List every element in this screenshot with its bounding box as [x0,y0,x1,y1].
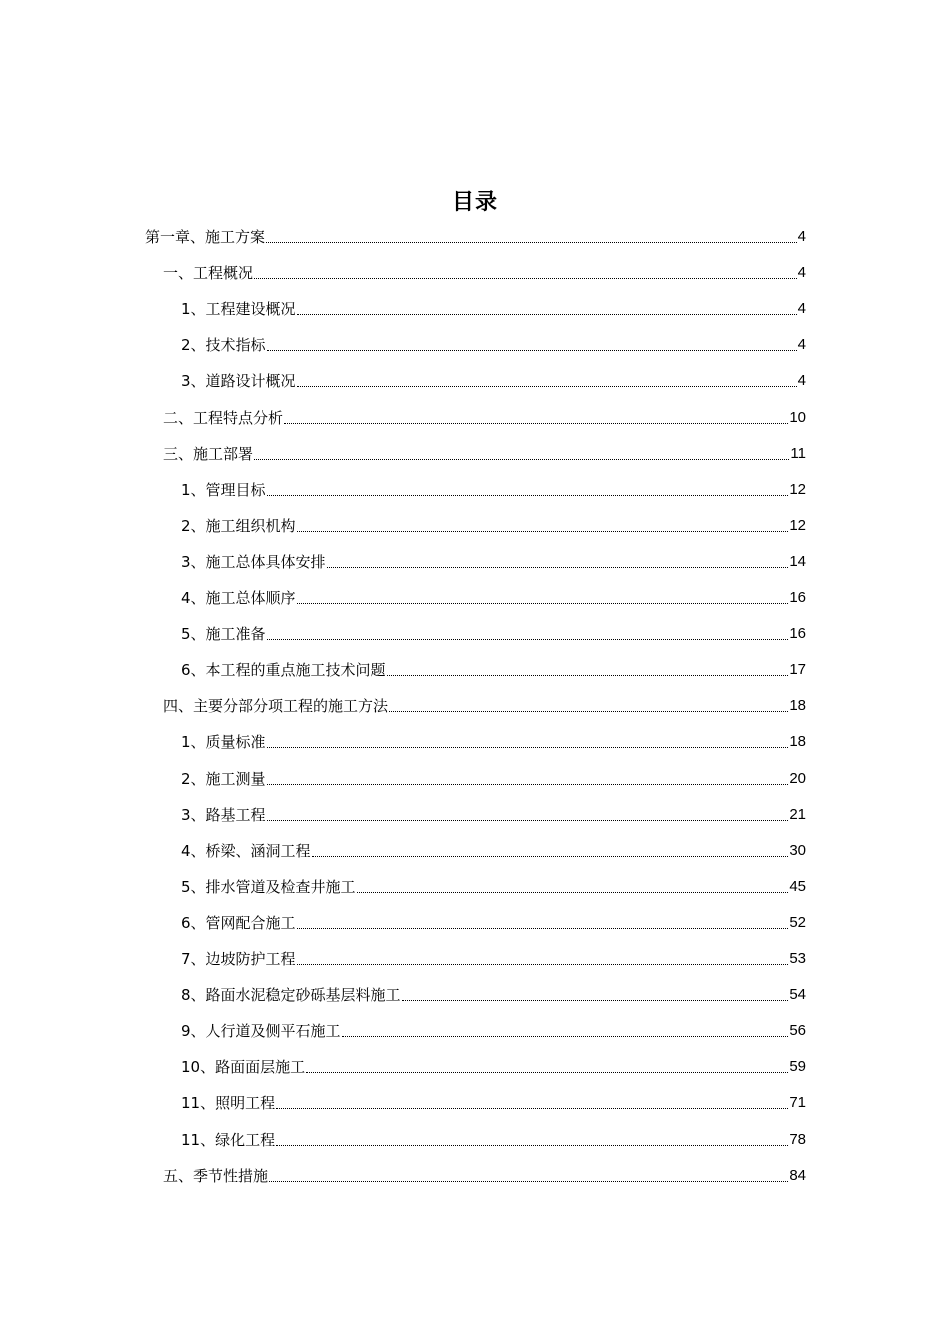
toc-dot-leader [297,602,789,604]
toc-entry-label: 10、路面面层施工 [181,1058,306,1077]
toc-entry-label: 4、施工总体顺序 [181,589,296,607]
toc-entry-page-number: 4 [797,300,806,318]
toc-dot-leader [297,313,797,315]
toc-entry[interactable] [181,623,806,645]
toc-dot-leader [389,710,788,712]
toc-entry-page-number: 18 [789,733,806,751]
toc-entry[interactable] [181,1020,806,1042]
toc-entry-page-number: 4 [797,228,806,245]
toc-entry-label: 第一章、施工方案 [145,228,266,246]
toc-entry[interactable] [163,443,806,465]
toc-entry-page-number: 30 [789,841,806,859]
toc-entry-page-number: 4 [797,336,806,354]
toc-entry[interactable] [145,226,806,248]
toc-entry[interactable] [163,695,806,717]
toc-entry-page-number: 10 [789,408,806,426]
toc-entry-label: 1、管理目标 [181,480,266,499]
toc-entry-label: 四、主要分部分项工程的施工方法 [163,697,389,716]
toc-dot-leader [266,241,797,243]
toc-entry-label: 11、照明工程 [181,1094,276,1113]
toc-dot-leader [297,963,789,965]
toc-entry-label: 5、排水管道及检查井施工 [181,877,356,896]
toc-entry-page-number: 53 [789,950,806,967]
toc-entry[interactable] [181,948,806,970]
toc-entry-label: 五、季节性措施 [163,1166,269,1185]
toc-entry-page-number: 52 [789,913,806,931]
toc-entry-label: 6、本工程的重点施工技术问题 [181,661,386,680]
toc-entry-page-number: 54 [789,986,806,1004]
toc-entry-page-number: 84 [789,1166,806,1184]
toc-entry-label: 3、路基工程 [181,805,266,824]
toc-entry-label: 2、技术指标 [181,336,266,355]
toc-entry[interactable] [163,407,806,429]
toc-dot-leader [276,1144,788,1146]
toc-dot-leader [342,1035,789,1037]
toc-entry-page-number: 71 [789,1094,806,1112]
toc-entry[interactable] [163,262,806,284]
toc-dot-leader [357,891,789,893]
toc-entry-label: 9、人行道及侧平石施工 [181,1022,341,1041]
toc-entry-page-number: 16 [789,625,806,643]
toc-entry-label: 6、管网配合施工 [181,913,296,932]
toc-entry[interactable] [181,298,806,320]
toc-entry-page-number: 12 [789,516,806,534]
toc-entry-page-number: 45 [789,877,806,895]
toc-entry[interactable] [181,840,806,862]
toc-entry-label: 3、道路设计概况 [181,372,296,391]
toc-entry-label: 一、工程概况 [163,264,254,283]
toc-entry-page-number: 78 [789,1130,806,1148]
toc-entry-page-number: 21 [789,805,806,823]
toc-dot-leader [284,422,788,424]
toc-entry-page-number: 20 [789,769,806,787]
toc-entry[interactable] [181,334,806,356]
toc-entry-label: 11、绿化工程 [181,1130,276,1149]
toc-entry[interactable] [181,370,806,392]
toc-dot-leader [387,674,789,676]
toc-dot-leader [267,819,789,821]
toc-entry[interactable] [181,912,806,934]
toc-dot-leader [269,1180,788,1182]
toc-entry[interactable] [181,551,806,573]
toc-entry[interactable] [181,731,806,753]
toc-dot-leader [267,494,789,496]
toc-entry[interactable] [181,984,806,1006]
toc-entry-label: 三、施工部署 [163,444,254,463]
toc-entry-label: 2、施工测量 [181,769,266,788]
toc-entry[interactable] [181,804,806,826]
toc-entry-label: 4、桥梁、涵洞工程 [181,841,311,860]
toc-dot-leader [297,927,789,929]
toc-entry[interactable] [181,515,806,537]
toc-entry[interactable] [163,1165,806,1187]
toc-dot-leader [297,530,789,532]
toc-entry-label: 2、施工组织机构 [181,516,296,535]
toc-dot-leader [312,855,789,857]
toc-entry[interactable] [181,587,806,609]
toc-entry-page-number: 4 [797,264,806,282]
toc-dot-leader [254,458,789,460]
toc-entry-label: 二、工程特点分析 [163,408,284,427]
toc-entry[interactable] [181,876,806,898]
toc-entry-label: 3、施工总体具体安排 [181,552,326,571]
toc-entry[interactable] [181,1129,806,1151]
toc-entry-page-number: 12 [789,480,806,498]
toc-entry[interactable] [181,768,806,790]
toc-entry-page-number: 14 [789,552,806,570]
toc-entry-page-number: 17 [789,661,806,679]
toc-entry[interactable] [181,1056,806,1078]
toc-dot-leader [267,783,789,785]
toc-entry-page-number: 16 [789,589,806,606]
toc-dot-leader [297,385,797,387]
toc-dot-leader [267,349,797,351]
toc-entry-label: 1、质量标准 [181,733,266,752]
toc-entry[interactable] [181,479,806,501]
toc-entry-page-number: 4 [797,372,806,390]
toc-dot-leader [327,566,789,568]
toc-entry-page-number: 11 [790,444,806,462]
toc-entry-label: 5、施工准备 [181,625,266,644]
toc-entry-page-number: 18 [789,697,806,715]
toc-entry-page-number: 59 [789,1058,806,1076]
toc-title: 目录 [451,190,498,215]
toc-entry[interactable] [181,659,806,681]
toc-dot-leader [402,999,789,1001]
toc-entry-label: 8、路面水泥稳定砂砾基层料施工 [181,986,401,1005]
toc-dot-leader [267,638,789,640]
toc-entry[interactable] [181,1092,806,1114]
toc-dot-leader [276,1107,788,1109]
toc-entry-label: 7、边坡防护工程 [181,950,296,968]
toc-dot-leader [267,746,789,748]
toc-dot-leader [254,277,797,279]
toc-entry-label: 1、工程建设概况 [181,300,296,319]
toc-entry-page-number: 56 [789,1022,806,1040]
toc-dot-leader [306,1071,788,1073]
